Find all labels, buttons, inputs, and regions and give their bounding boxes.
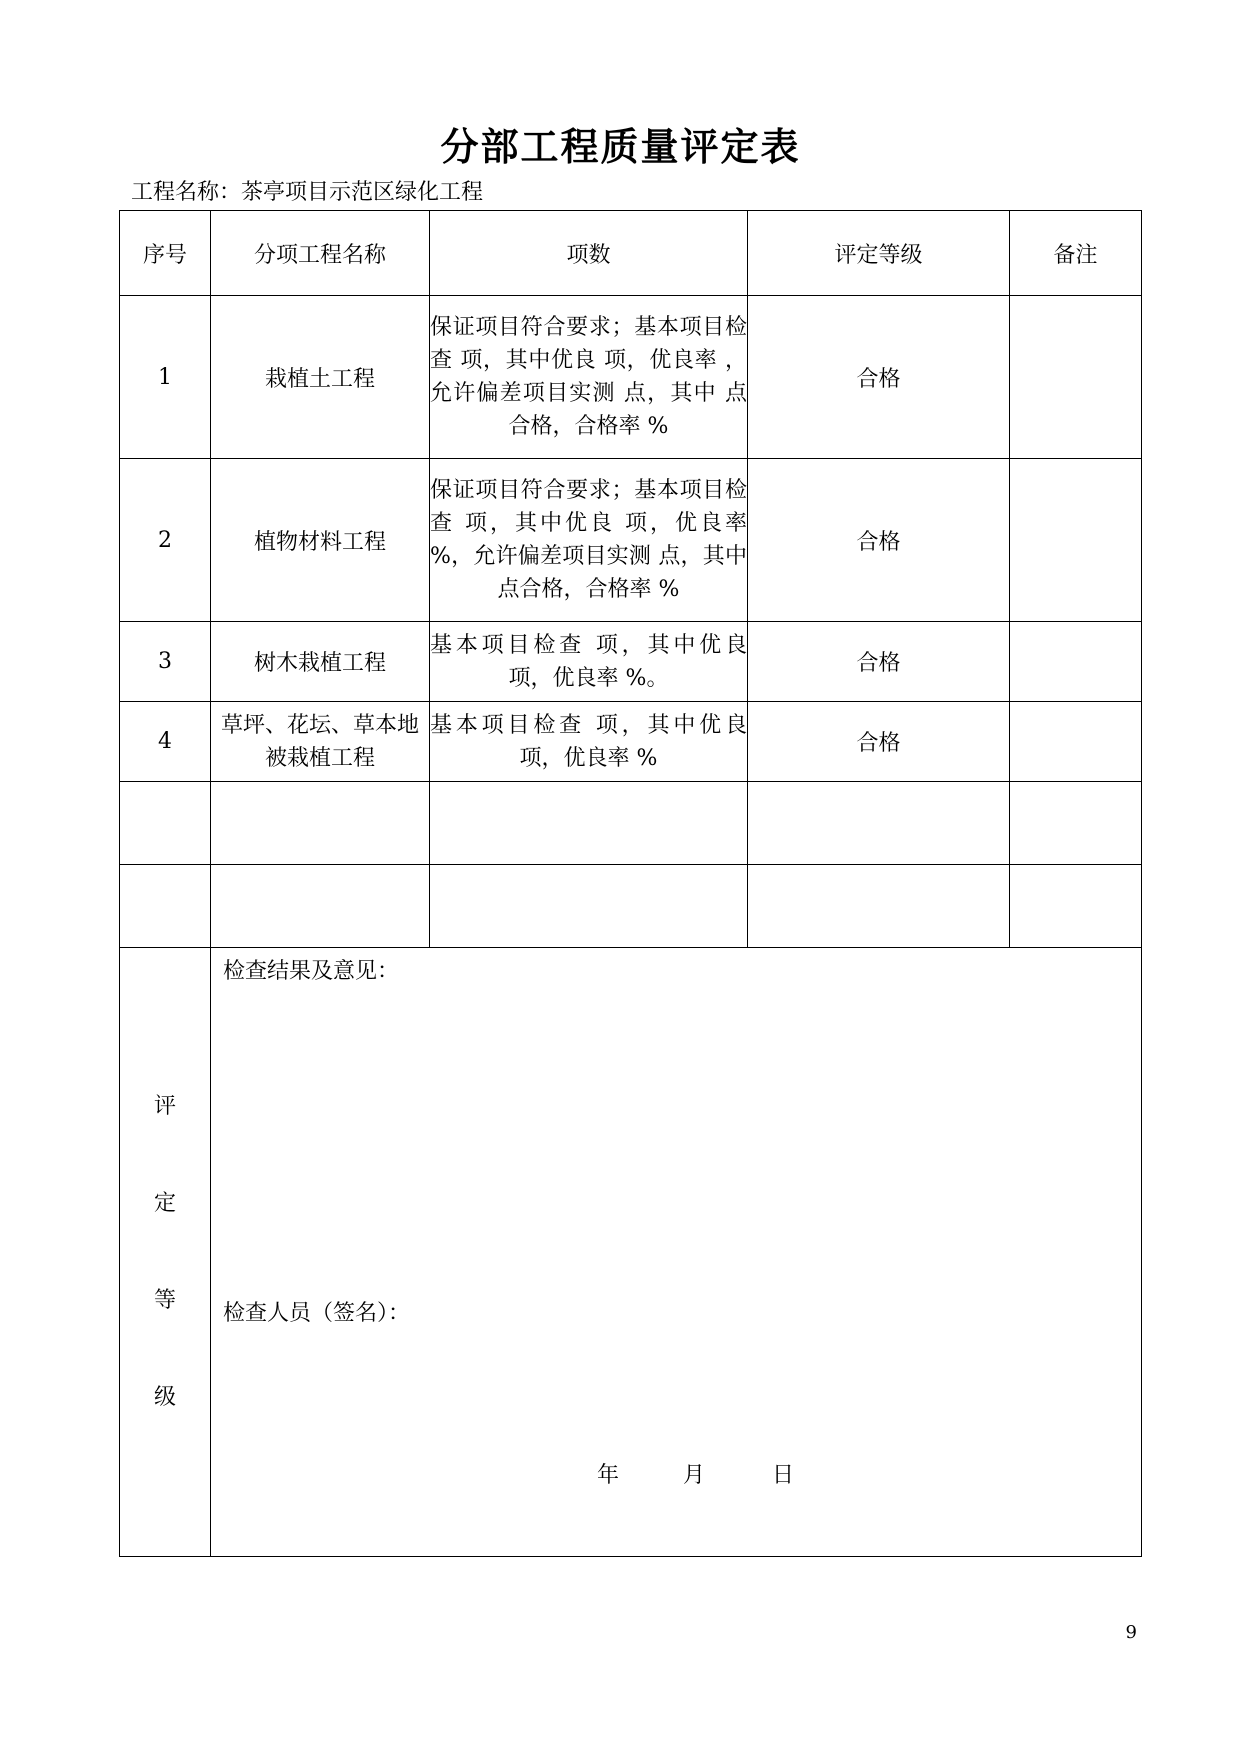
empty-cell	[1010, 865, 1142, 948]
row-items: 基本项目检查 项，其中优良 项，优良率 %。	[430, 622, 748, 702]
evaluation-label-char: 级	[153, 1385, 176, 1410]
row-no: 4	[120, 702, 211, 782]
empty-cell	[120, 865, 211, 948]
row-grade: 合格	[748, 459, 1010, 622]
table-row	[120, 296, 1142, 459]
row-items: 基本项目检查 项，其中优良 项，优良率 %	[430, 702, 748, 782]
page-number: 9	[1125, 1622, 1137, 1643]
empty-cell	[211, 782, 430, 865]
row-name: 树木栽植工程	[211, 622, 430, 702]
header-items: 项数	[430, 211, 748, 296]
project-name: 工程名称：茶亭项目示范区绿化工程	[131, 180, 484, 205]
row-remark	[1010, 459, 1142, 622]
evaluation-label-char: 定	[153, 1191, 176, 1216]
header-grade: 评定等级	[748, 211, 1010, 296]
empty-row	[120, 782, 1142, 865]
inspector-signature-label: 检查人员（签名）：	[223, 1301, 411, 1326]
evaluation-row	[120, 948, 1142, 1557]
table-row	[120, 459, 1142, 622]
row-remark	[1010, 622, 1142, 702]
row-grade: 合格	[748, 702, 1010, 782]
row-grade: 合格	[748, 296, 1010, 459]
date-month: 月	[683, 1463, 706, 1488]
evaluation-table	[119, 210, 1142, 1557]
evaluation-grade-label	[120, 948, 211, 1557]
row-remark	[1010, 296, 1142, 459]
empty-cell	[211, 865, 430, 948]
row-no: 2	[120, 459, 211, 622]
table-header-row	[120, 211, 1142, 296]
document-title: 分部工程质量评定表	[440, 124, 801, 169]
row-no: 1	[120, 296, 211, 459]
empty-cell	[430, 865, 748, 948]
date-year: 年	[597, 1463, 620, 1488]
row-remark	[1010, 702, 1142, 782]
row-no: 3	[120, 622, 211, 702]
evaluation-label-char: 等	[153, 1288, 176, 1313]
row-items: 保证项目符合要求；基本项目检查 项，其中优良 项，优良率 %，允许偏差项目实测 点，其中 点合格，合格率 %	[430, 459, 748, 622]
empty-cell	[748, 865, 1010, 948]
header-no: 序号	[120, 211, 211, 296]
empty-cell	[1010, 782, 1142, 865]
inspection-result-label: 检查结果及意见：	[223, 959, 400, 984]
table-row	[120, 702, 1142, 782]
empty-row	[120, 865, 1142, 948]
header-name: 分项工程名称	[211, 211, 430, 296]
header-remark: 备注	[1010, 211, 1142, 296]
row-name: 草坪、花坛、草本地被栽植工程	[211, 702, 430, 782]
evaluation-label-char: 评	[153, 1094, 176, 1119]
row-grade: 合格	[748, 622, 1010, 702]
table-row	[120, 622, 1142, 702]
empty-cell	[748, 782, 1010, 865]
row-name: 栽植土工程	[211, 296, 430, 459]
empty-cell	[120, 782, 211, 865]
row-name: 植物材料工程	[211, 459, 430, 622]
row-items: 保证项目符合要求；基本项目检查 项，其中优良 项，优良率 ，允许偏差项目实测 点，其中 点合格，合格率 %	[430, 296, 748, 459]
empty-cell	[430, 782, 748, 865]
date-day: 日	[772, 1463, 795, 1488]
evaluation-content	[211, 948, 1142, 1557]
